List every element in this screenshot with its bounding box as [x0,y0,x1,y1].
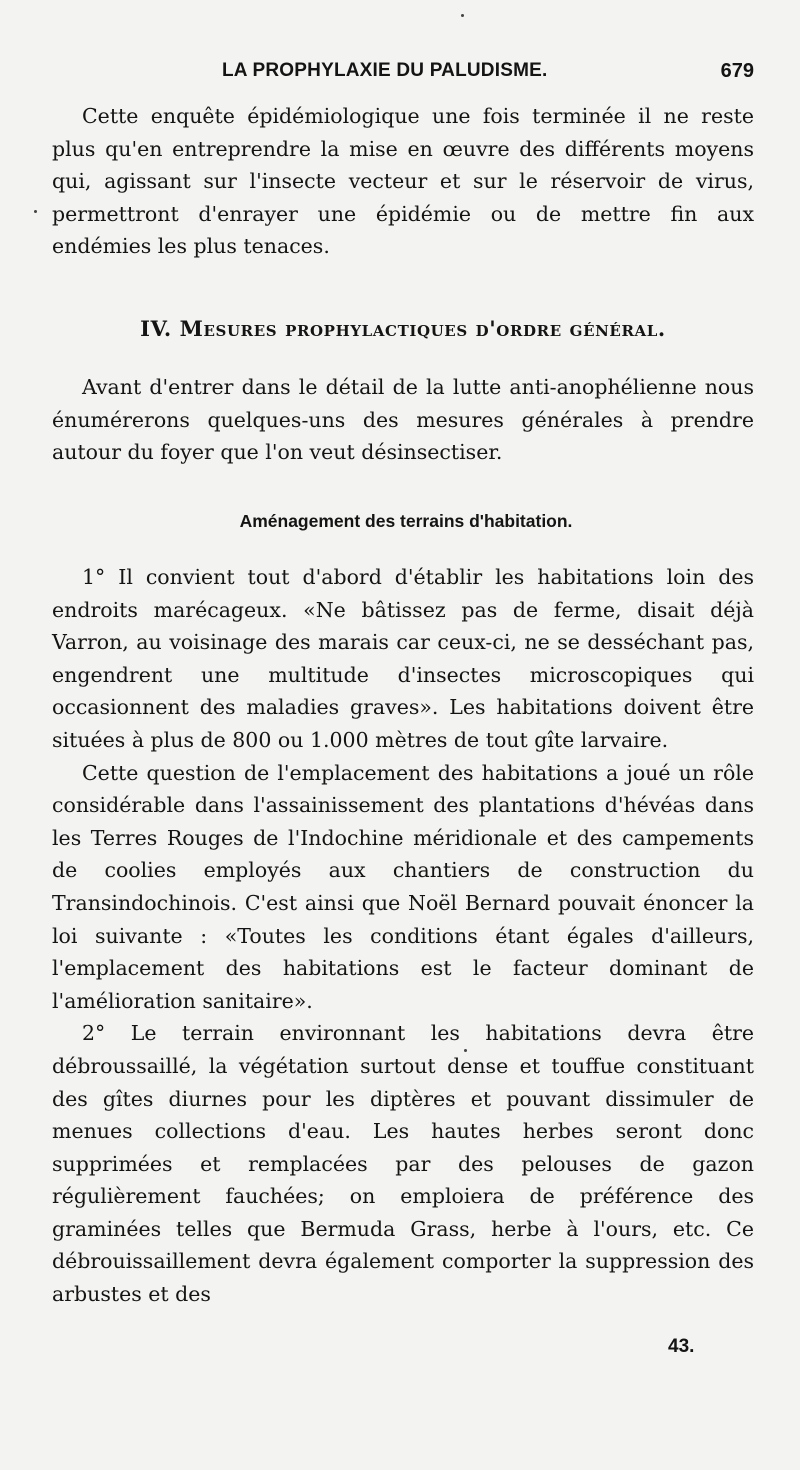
paragraph-question: Cette question de l'emplacement des habitations a joué un rôle considérable dans l'assainissement des plantations d'hévéas dans les Terres Rouges de l'Indochine méridionale et des campements de coolies employés aux chantiers de construction du Transindochinois. C'est ainsi que Noël Bernard pouvait énoncer la loi suivante : «Toutes les conditions étant égales d'ailleurs, l'emplacement des habitations est le facteur dominant de l'amélioration sanitaire». [52,760,754,1013]
avant-block [52,371,754,469]
intro-block [52,100,754,263]
paragraph-avant: Avant d'entrer dans le détail de la lutte anti-anophélienne nous énumérerons quelques-uns des mesures générales à prendre autour du foyer que l'on veut désinsectiser. [52,375,754,465]
print-speck [34,210,37,213]
body-block [52,561,754,1311]
paragraph-item-2: 2° Le terrain environnant les habitations devra être débroussaillé, la végétation surtout dense et touffue constituant des gîtes diurnes pour les diptères et pouvant dissimuler de menues collections d'eau. Les hautes herbes seront donc supprimées et remplacées par des pelouses de gazon régulièrement fauchées; on emploiera de préférence des graminées telles que Bermuda Grass, herbe à l'ours, etc. Ce débrouissaillement devra également comporter la suppression des arbustes et des [52,1021,754,1307]
print-speck [461,14,464,17]
page-number: 679 [720,60,754,82]
running-title: LA PROPHYLAXIE DU PALUDISME. [222,60,548,81]
section-heading: IV. Mesures prophylactiques d'ordre général. [140,316,666,341]
paragraph-intro: Cette enquête épidémiologique une fois terminée il ne reste plus qu'en entreprendre la mise en œuvre des différents moyens qui, agissant sur l'insecte vecteur et sur le réservoir de virus, permettront d'enrayer une épidémie ou de mettre fin aux endémies les plus tenaces. [52,104,754,259]
signature-mark: 43. [668,1336,695,1357]
subsection-heading: Aménagement des terrains d'habitation. [239,511,573,531]
print-speck [464,1049,467,1052]
paragraph-item-1: 1° Il convient tout d'abord d'établir les habitations loin des endroits marécageux. «Ne bâtissez pas de ferme, disait déjà Varron, au voisinage des marais car ceux-ci, ne se desséchant pas, engendrent une multitude d'insectes microscopiques qui occasionnent des maladies graves». Les habitations doivent être situées à plus de 800 ou 1.000 mètres de tout gîte larvaire. [52,565,754,752]
running-head [0,60,800,86]
